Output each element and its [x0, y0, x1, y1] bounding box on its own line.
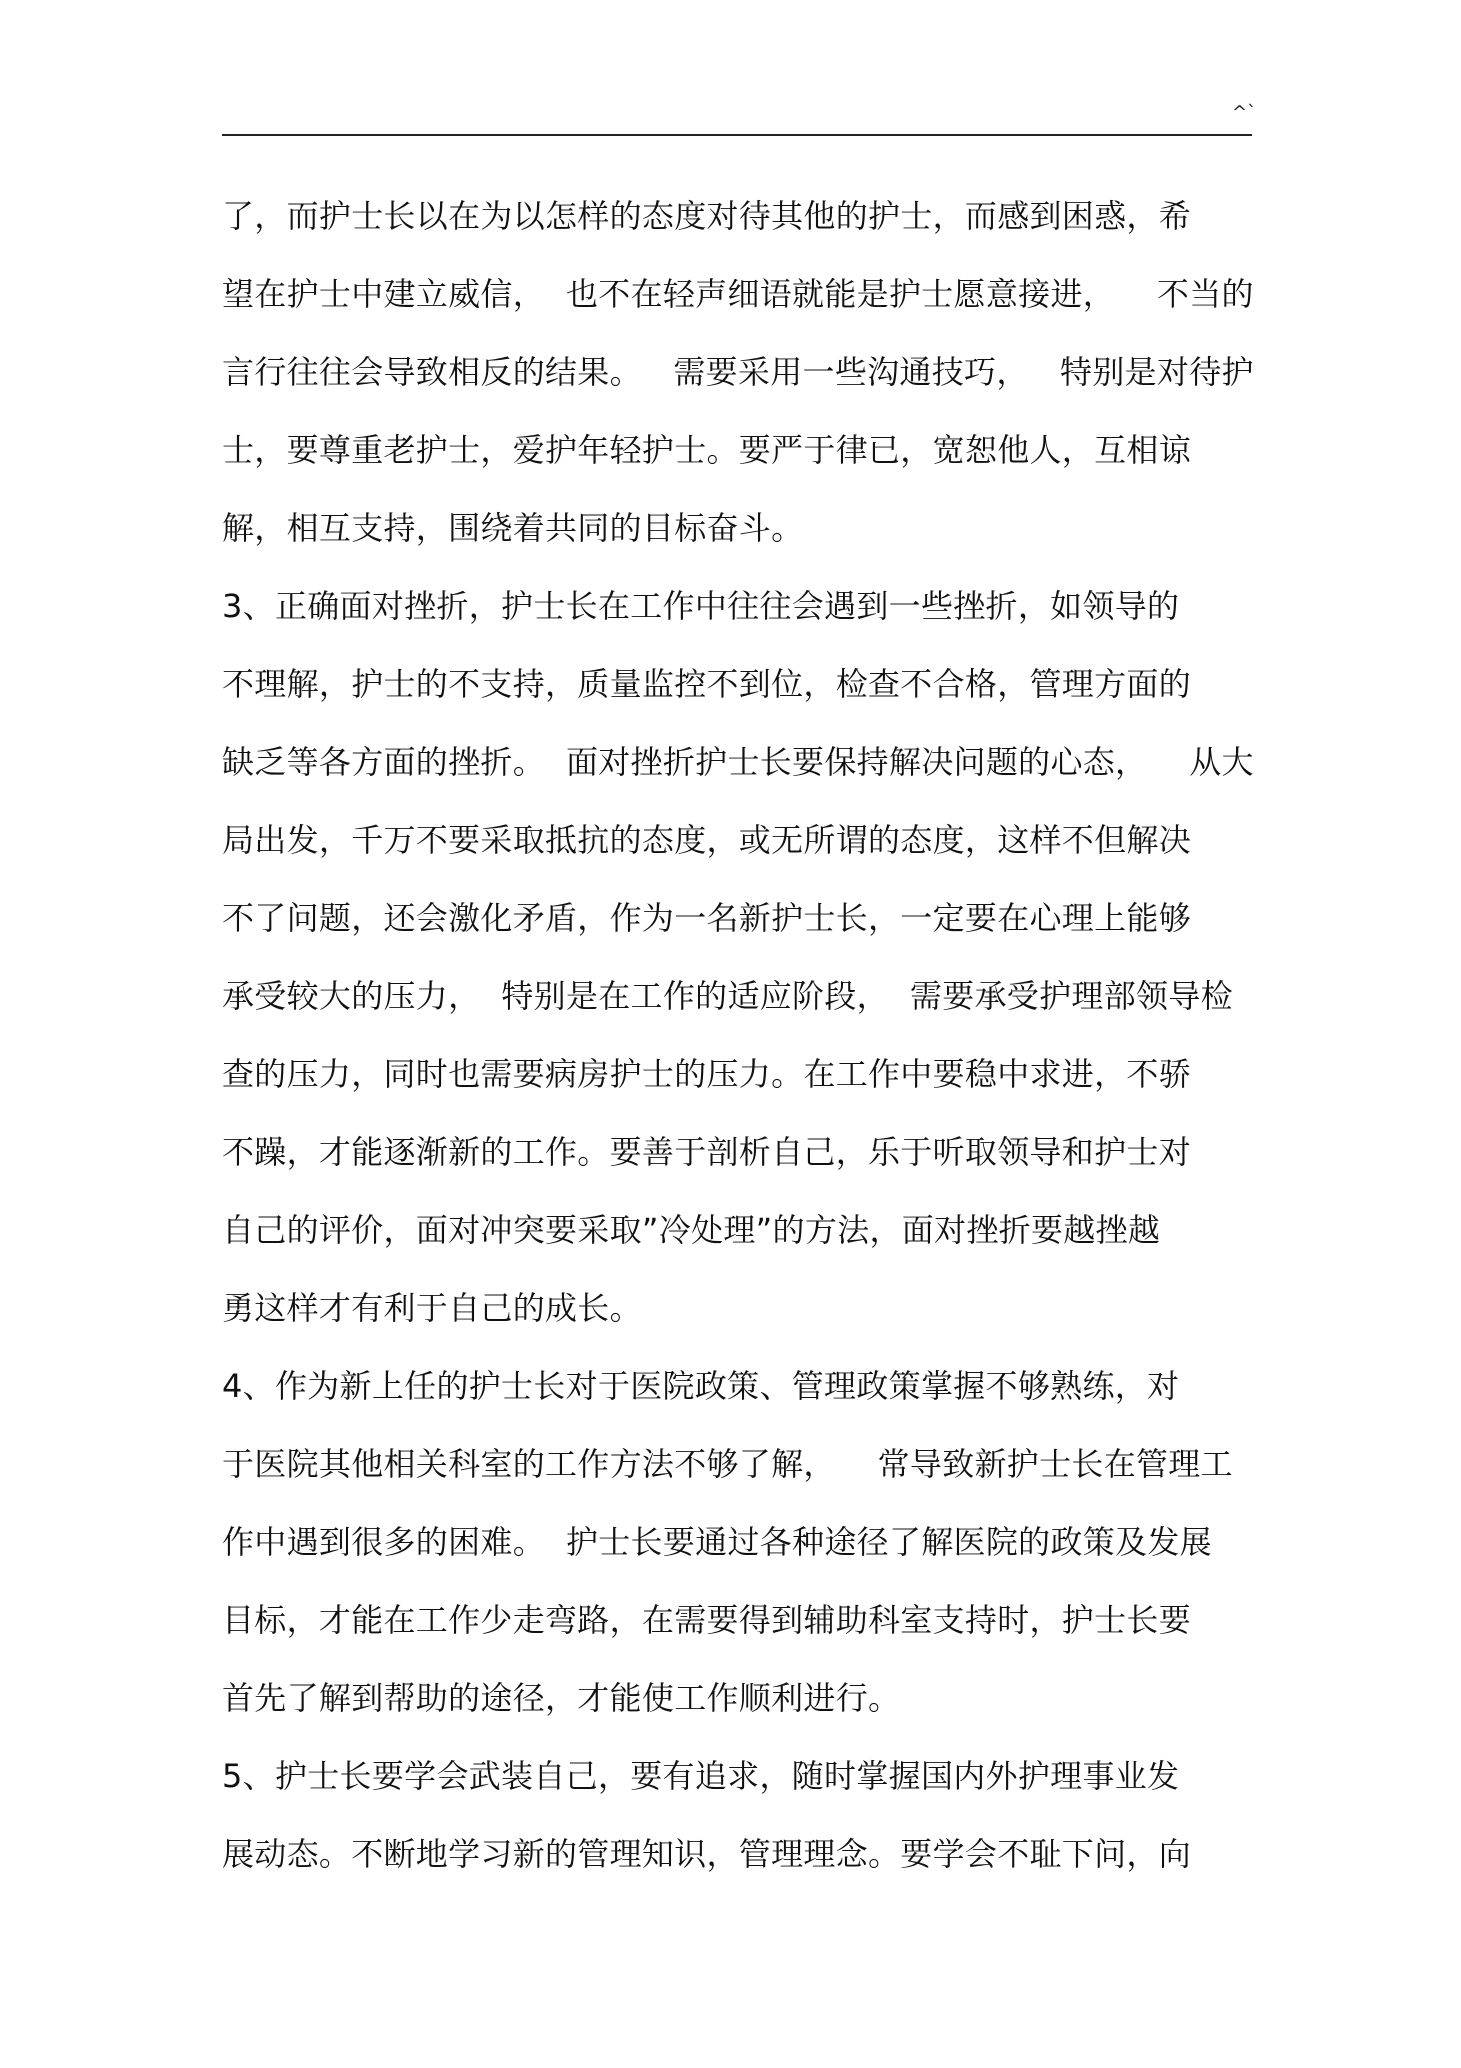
- text-line: 作中遇到很多的困难。 护士长要通过各种途径了解医院的政策及发展: [222, 1523, 1212, 1561]
- text-line: 言行往往会导致相反的结果。 需要采用一些沟通技巧， 特别是对待护: [222, 353, 1254, 391]
- text-line: 不理解，护士的不支持，质量监控不到位，检查不合格，管理方面的: [222, 665, 1192, 703]
- text-line: 5、护士长要学会武装自己，要有追求，随时掌握国内外护理事业发: [222, 1757, 1180, 1795]
- text-line: 3、正确面对挫折，护士长在工作中往往会遇到一些挫折，如领导的: [222, 587, 1180, 625]
- text-line: 目标，才能在工作少走弯路，在需要得到辅助科室支持时，护士长要: [222, 1601, 1192, 1639]
- document-body: [222, 188, 1262, 1904]
- text-line: 解，相互支持，围绕着共同的目标奋斗。: [222, 509, 804, 547]
- text-line: 自己的评价，面对冲突要采取”冷处理”的方法，面对挫折要越挫越: [222, 1211, 1161, 1249]
- text-line: 于医院其他相关科室的工作方法不够了解， 常导致新护士长在管理工: [222, 1445, 1233, 1483]
- text-line: 局出发，千万不要采取抵抗的态度，或无所谓的态度，这样不但解决: [222, 821, 1192, 859]
- text-line: 首先了解到帮助的途径，才能使工作顺利进行。: [222, 1679, 901, 1717]
- text-line: 展动态。不断地学习新的管理知识，管理理念。要学会不耻下问，向: [222, 1835, 1192, 1873]
- text-line: 承受较大的压力， 特别是在工作的适应阶段， 需要承受护理部领导检: [222, 977, 1233, 1015]
- text-line: 缺乏等各方面的挫折。 面对挫折护士长要保持解决问题的心态， 从大: [222, 743, 1254, 781]
- text-line: 勇这样才有利于自己的成长。: [222, 1289, 642, 1327]
- header-mark: ^`: [1232, 102, 1257, 123]
- text-line: 了，而护士长以在为以怎样的态度对待其他的护士，而感到困惑，希: [222, 197, 1192, 235]
- text-line: 不了问题，还会激化矛盾，作为一名新护士长，一定要在心理上能够: [222, 899, 1192, 937]
- text-line: 4、作为新上任的护士长对于医院政策、管理政策掌握不够熟练，对: [222, 1367, 1180, 1405]
- text-line: 不躁，才能逐渐新的工作。要善于剖析自己，乐于听取领导和护士对: [222, 1133, 1192, 1171]
- text-line: 士，要尊重老护士，爱护年轻护士。要严于律已，宽恕他人，互相谅: [222, 431, 1192, 469]
- text-line: 望在护士中建立威信， 也不在轻声细语就能是护士愿意接进， 不当的: [222, 275, 1254, 313]
- header-rule: [222, 134, 1252, 136]
- text-line: 查的压力，同时也需要病房护士的压力。在工作中要稳中求进，不骄: [222, 1055, 1192, 1093]
